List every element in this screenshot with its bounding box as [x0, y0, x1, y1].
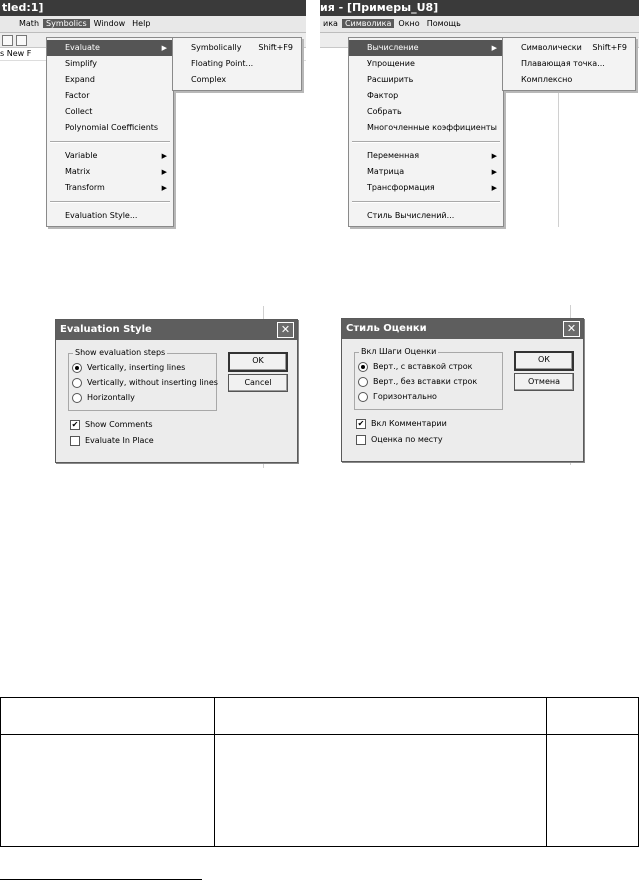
submenu-item-complex[interactable]: Комплексно	[521, 75, 573, 84]
radio-icon	[72, 393, 82, 403]
group-label: Show evaluation steps	[75, 348, 166, 357]
menu-item-factor[interactable]: Factor	[65, 91, 90, 100]
submenu-arrow-icon: ▶	[491, 44, 497, 52]
menu-separator	[352, 141, 500, 143]
table-cell	[1, 698, 215, 735]
menubar	[320, 16, 639, 33]
menubar	[0, 16, 306, 33]
submenu-arrow-icon: ▶	[161, 184, 167, 192]
submenu-arrow-icon: ▶	[161, 168, 167, 176]
menu-symbolics[interactable]: Символика	[342, 19, 394, 28]
submenu-arrow-icon: ▶	[161, 44, 167, 52]
radio-vertical-without-inserting[interactable]: Верт., без вставки строк	[358, 376, 477, 388]
radio-horizontal[interactable]: Horizontally	[72, 392, 135, 404]
empty-table	[0, 697, 639, 847]
menu-item-evaluation-style[interactable]: Стиль Вычислений...	[367, 211, 455, 220]
symbolics-menu	[46, 37, 174, 227]
cancel-button[interactable]: Cancel	[228, 374, 288, 392]
submenu-arrow-icon: ▶	[491, 184, 497, 192]
menu-window[interactable]: Window	[93, 19, 126, 28]
radio-icon	[358, 392, 368, 402]
evaluation-style-dialog	[55, 319, 298, 463]
radio-horizontal[interactable]: Горизонтально	[358, 391, 437, 403]
radio-icon	[72, 378, 82, 388]
ok-button[interactable]: OK	[228, 352, 288, 372]
window-title: ия - [Примеры_U8]	[320, 0, 639, 16]
window-title: tled:1]	[0, 0, 306, 16]
submenu-arrow-icon: ▶	[161, 152, 167, 160]
copy-icon[interactable]	[16, 35, 27, 46]
checkbox-checked-icon: ✔	[71, 419, 79, 429]
dialog-title: Стиль Оценки ✕	[342, 319, 583, 339]
menu-help[interactable]: Help	[132, 19, 151, 28]
submenu-arrow-icon: ▶	[491, 152, 497, 160]
menu-item-evaluate[interactable]: Evaluate ▶	[47, 40, 173, 56]
menu-help[interactable]: Помощь	[426, 19, 461, 28]
menu-item-simplify[interactable]: Simplify	[65, 59, 98, 68]
radio-vertical-inserting[interactable]: Vertically, inserting lines	[72, 362, 185, 374]
menu-math[interactable]: Math	[19, 19, 40, 28]
close-icon[interactable]: ✕	[277, 322, 294, 338]
radio-vertical-without-inserting[interactable]: Vertically, without inserting lines	[72, 377, 218, 389]
submenu-item-complex[interactable]: Complex	[191, 75, 227, 84]
table-cell	[1, 735, 215, 847]
radio-vertical-inserting[interactable]: Верт., с вставкой строк	[358, 361, 472, 373]
checkbox-checked-icon: ✔	[357, 418, 365, 428]
checkbox-evaluate-in-place[interactable]: Evaluate In Place	[70, 435, 154, 447]
menu-separator	[50, 141, 170, 143]
evaluation-style-dialog-ru	[341, 318, 584, 462]
menu-item-matrix[interactable]: Матрица ▶	[349, 164, 503, 180]
checkbox-show-comments[interactable]: ✔ Show Comments	[71, 419, 153, 429]
dialog-title: Evaluation Style ✕	[56, 320, 297, 340]
document-area: s New F	[0, 48, 306, 61]
radio-selected-icon	[358, 362, 368, 372]
right-menu-screenshot	[320, 0, 639, 230]
menu-window[interactable]: Окно	[398, 19, 420, 28]
menu-item-variable[interactable]: Переменная ▶	[349, 148, 503, 164]
group-label: Вкл Шаги Оценки	[361, 347, 437, 356]
submenu-item-floating-point[interactable]: Плавающая точка...	[521, 59, 605, 68]
evaluate-submenu	[172, 37, 302, 91]
menu-item-factor[interactable]: Фактор	[367, 91, 399, 100]
table-cell	[215, 735, 547, 847]
menu-item-polynomial-coefficients[interactable]: Многочленные коэффициенты	[367, 123, 497, 132]
radio-icon	[358, 377, 368, 387]
cancel-button[interactable]: Отмена	[514, 373, 574, 391]
submenu-arrow-icon: ▶	[491, 168, 497, 176]
table-cell	[547, 698, 639, 735]
menu-item-simplify[interactable]: Упрощение	[367, 59, 415, 68]
menu-separator	[50, 201, 170, 203]
menu-symbolics[interactable]: Symbolics	[43, 19, 90, 28]
table-cell	[215, 698, 547, 735]
menu-item-expand[interactable]: Расширить	[367, 75, 414, 84]
table-cell	[547, 735, 639, 847]
ok-button[interactable]: ОК	[514, 351, 574, 371]
checkbox-icon	[70, 436, 80, 446]
submenu-item-symbolically[interactable]: Symbolically Shift+F9	[191, 43, 293, 52]
menu-item-expand[interactable]: Expand	[65, 75, 95, 84]
menu-item-matrix[interactable]: Matrix ▶	[47, 164, 173, 180]
menu-partial[interactable]: ика	[323, 19, 338, 28]
menu-item-evaluation-style[interactable]: Evaluation Style...	[65, 211, 138, 220]
menu-item-variable[interactable]: Variable ▶	[47, 148, 173, 164]
footnote-rule	[0, 879, 202, 880]
symbolics-menu	[348, 37, 504, 227]
submenu-item-symbolically[interactable]: Символически Shift+F9	[521, 43, 627, 52]
menu-item-transform[interactable]: Transform ▶	[47, 180, 173, 196]
close-icon[interactable]: ✕	[563, 321, 580, 337]
checkbox-icon	[356, 435, 366, 445]
print-icon[interactable]	[2, 35, 13, 46]
checkbox-show-comments[interactable]: ✔ Вкл Комментарии	[357, 418, 447, 428]
menu-separator	[352, 201, 500, 203]
menu-item-polynomial-coefficients[interactable]: Polynomial Coefficients	[65, 123, 159, 132]
menu-item-collect[interactable]: Собрать	[367, 107, 402, 116]
radio-selected-icon	[72, 363, 82, 373]
submenu-item-floating-point[interactable]: Floating Point...	[191, 59, 254, 68]
left-menu-screenshot	[0, 0, 306, 230]
evaluate-submenu	[502, 37, 636, 91]
menu-item-evaluate[interactable]: Вычисление ▶	[349, 40, 503, 56]
menu-item-collect[interactable]: Collect	[65, 107, 93, 116]
checkbox-evaluate-in-place[interactable]: Оценка по месту	[356, 434, 443, 446]
menu-item-transform[interactable]: Трансформация ▶	[349, 180, 503, 196]
